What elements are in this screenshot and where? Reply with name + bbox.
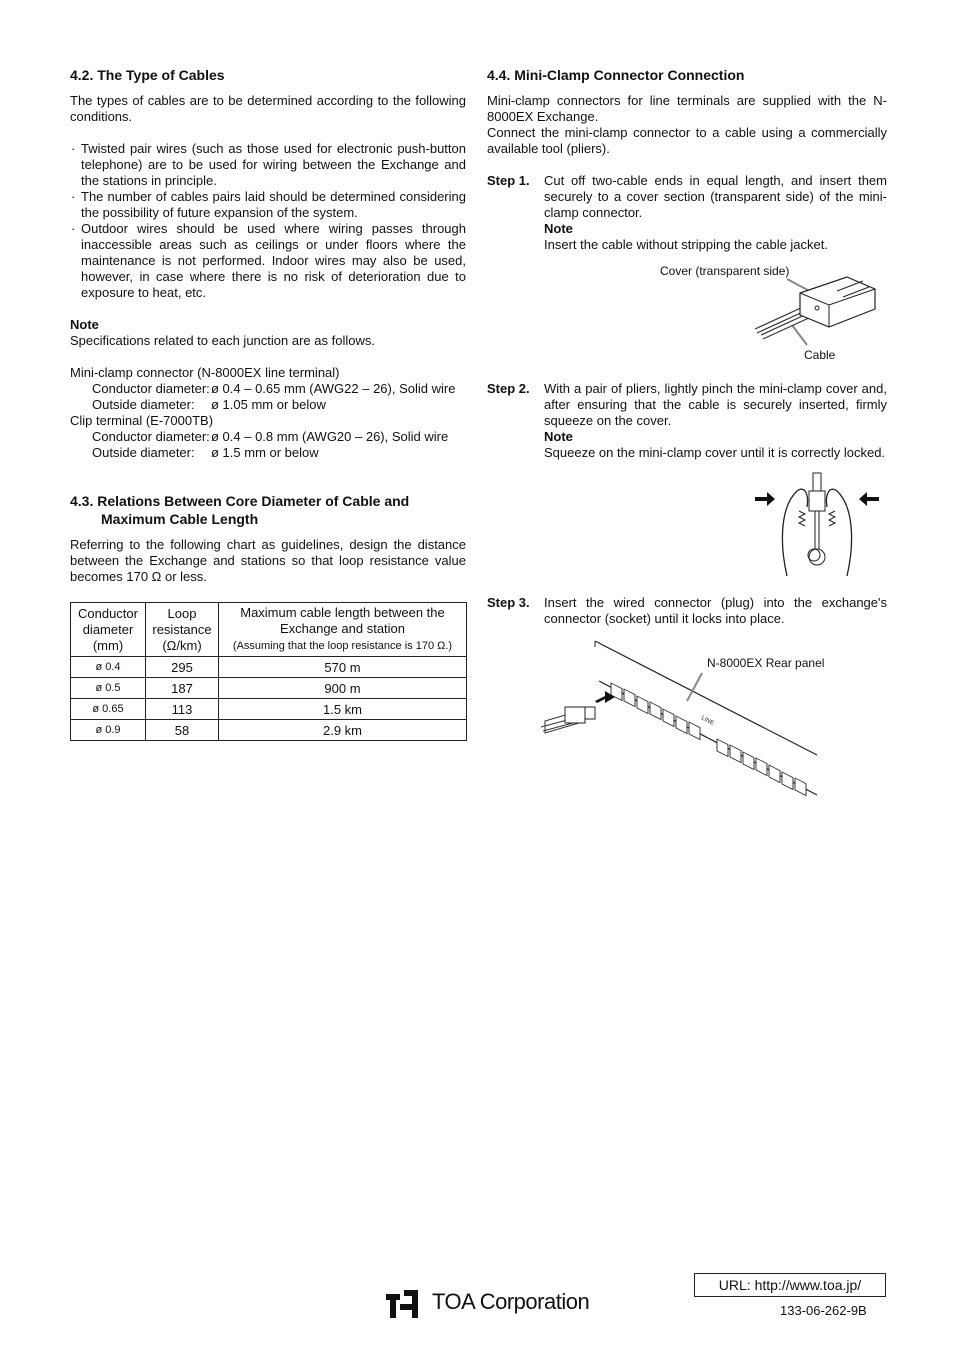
step-note-heading: Note xyxy=(544,221,573,236)
pliers-illustration xyxy=(487,461,887,595)
spec2-conductor-row xyxy=(70,429,466,445)
list-item: · Outdoor wires should be used where wiring passes through inaccessible areas such as ceilings or under floors where the maintenance is not performed. Indoor wires may also be used, however, in case where there is no risk of deterioration due to exposure to heat, etc. xyxy=(70,221,466,301)
table-header-diameter: Conductor diameter (mm) xyxy=(71,603,146,657)
max-length-header-text: Maximum cable length between the Exchange and station xyxy=(240,605,445,636)
spec-key: Conductor diameter: xyxy=(92,381,210,396)
section-4-3-title xyxy=(70,492,466,528)
spec-value: ø 1.5 mm or below xyxy=(211,445,319,460)
spec-key: Outside diameter: xyxy=(92,445,195,460)
section-4-2-intro: The types of cables are to be determined according to the following conditions. xyxy=(70,93,466,124)
note-heading: Note xyxy=(70,317,99,332)
table-header-resistance: Loop resistance (Ω/km) xyxy=(146,603,219,657)
spec-value: ø 1.05 mm or below xyxy=(211,397,326,412)
list-item: · The number of cables pairs laid should be determined considering the possibility of future expansion of the system. xyxy=(70,189,466,221)
spec1-title: Mini-clamp connector (N-8000EX line terminal) xyxy=(70,365,340,380)
table-cell: 570 m xyxy=(219,657,467,678)
pliers-figure xyxy=(487,461,887,595)
toa-logo xyxy=(384,1286,624,1326)
spec1-outside-row xyxy=(70,397,466,413)
section-4-4-title: 4.4. Mini-Clamp Connector Connection xyxy=(487,67,745,83)
table-cell: ø 0.4 xyxy=(71,657,146,678)
cable-length-table xyxy=(70,602,467,741)
cable-label: Cable xyxy=(804,348,836,362)
step-label: Step 1. xyxy=(487,173,530,188)
section-4-3-title-line2: Maximum Cable Length xyxy=(101,511,259,527)
step-2 xyxy=(487,381,887,461)
step-3 xyxy=(487,595,887,627)
table-cell: ø 0.5 xyxy=(71,678,146,699)
section-4-3-title-line1: 4.3. Relations Between Core Diameter of Cable and xyxy=(70,493,410,509)
note-text: Specifications related to each junction are as follows. xyxy=(70,333,375,348)
spec1-conductor-row xyxy=(70,381,466,397)
cable-conditions-list xyxy=(70,141,466,301)
spec2-outside-row xyxy=(70,445,466,461)
company-name: TOA Corporation xyxy=(432,1289,590,1314)
footer-url: URL: http://www.toa.jp/ xyxy=(694,1273,886,1297)
list-item: · Twisted pair wires (such as those used for electronic push-button telephone) are to be used for wiring between the Exchange and the stations in principle. xyxy=(70,141,466,189)
table-header-max-length xyxy=(219,603,467,657)
right-column xyxy=(487,66,887,837)
step-text: Cut off two-cable ends in equal length, and insert them securely to a cover section (transparent side) of the mini-clamp connector. xyxy=(544,173,887,220)
left-column xyxy=(70,66,466,741)
table-cell: 2.9 km xyxy=(219,720,467,741)
step-1 xyxy=(487,173,887,253)
spec-key: Conductor diameter: xyxy=(92,429,210,444)
table-cell: 1.5 km xyxy=(219,699,467,720)
section-4-3-intro: Referring to the following chart as guidelines, design the distance between the Exchange and stations so that loop resistance value becomes 170 Ω or less. xyxy=(70,537,466,584)
connector-illustration xyxy=(487,253,887,381)
document-code: 133-06-262-9B xyxy=(780,1303,867,1318)
table-row xyxy=(71,720,467,741)
table-cell: 113 xyxy=(146,699,219,720)
section-4-4-intro1: Mini-clamp connectors for line terminals are supplied with the N-8000EX Exchange. xyxy=(487,93,887,124)
step-label: Step 3. xyxy=(487,595,530,610)
step-text: Insert the wired connector (plug) into the exchange's connector (socket) until it locks into place. xyxy=(544,595,887,626)
table-cell: 58 xyxy=(146,720,219,741)
step-note: Insert the cable without stripping the cable jacket. xyxy=(544,237,828,252)
connector-cable-figure xyxy=(487,253,887,381)
spec-value: ø 0.4 – 0.8 mm (AWG20 – 26), Solid wire xyxy=(211,429,449,444)
table-cell: ø 0.9 xyxy=(71,720,146,741)
rear-panel-figure xyxy=(487,627,887,837)
table-row xyxy=(71,699,467,720)
step-label: Step 2. xyxy=(487,381,530,396)
spec2-title: Clip terminal (E-7000TB) xyxy=(70,413,214,428)
table-row xyxy=(71,678,467,699)
step-note: Squeeze on the mini-clamp cover until it is correctly locked. xyxy=(544,445,886,460)
toa-logo-icon xyxy=(384,1286,424,1322)
table-cell: 295 xyxy=(146,657,219,678)
spec-key: Outside diameter: xyxy=(92,397,195,412)
max-length-header-note: (Assuming that the loop resistance is 170 Ω.) xyxy=(232,640,453,652)
step-note-heading: Note xyxy=(544,429,573,444)
rear-panel-label: N-8000EX Rear panel xyxy=(707,656,825,670)
line-port-label: LINE xyxy=(700,715,715,727)
table-cell: 187 xyxy=(146,678,219,699)
table-cell: ø 0.65 xyxy=(71,699,146,720)
rear-panel-illustration xyxy=(487,627,887,837)
cover-label: Cover (transparent side) xyxy=(660,264,790,278)
section-4-4-intro2: Connect the mini-clamp connector to a cable using a commercially available tool (pliers). xyxy=(487,125,887,156)
section-4-2-title: 4.2. The Type of Cables xyxy=(70,67,225,83)
table-cell: 900 m xyxy=(219,678,467,699)
spec-value: ø 0.4 – 0.65 mm (AWG22 – 26), Solid wire xyxy=(211,381,456,396)
table-row xyxy=(71,657,467,678)
step-text: With a pair of pliers, lightly pinch the mini-clamp cover and, after ensuring that the cable is securely inserted, firmly squeeze on the cover. xyxy=(544,381,887,428)
